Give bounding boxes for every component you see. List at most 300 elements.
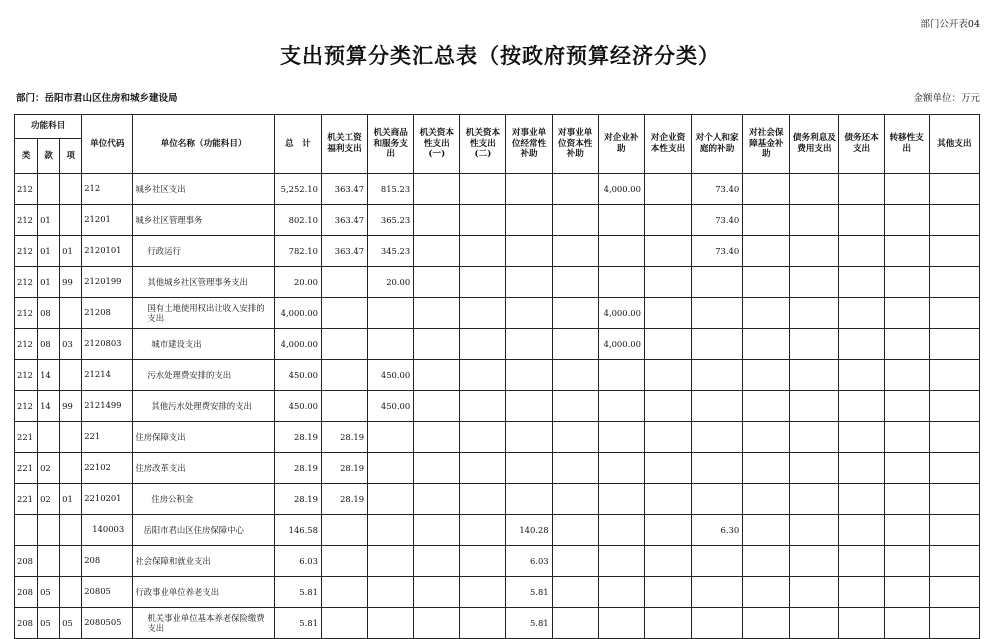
kuan-cell: 05 bbox=[38, 608, 60, 639]
unit-code-cell: 21214 bbox=[82, 360, 133, 391]
department-label: 部门：岳阳市君山区住房和城乡建设局 bbox=[16, 93, 178, 104]
amount-cell bbox=[839, 484, 884, 515]
amount-cell: 363.47 bbox=[321, 236, 367, 267]
amount-cell bbox=[884, 174, 929, 205]
amount-cell bbox=[460, 546, 506, 577]
amount-cell bbox=[743, 453, 790, 484]
unit-name-cell: 住房改革支出 bbox=[133, 453, 274, 484]
lei-cell: 212 bbox=[15, 391, 38, 422]
amount-cell bbox=[884, 484, 929, 515]
amount-cell: 4,000.00 bbox=[598, 329, 644, 360]
column-header: 对事业单位经常性补助 bbox=[506, 115, 552, 174]
column-header: 机关工资福利支出 bbox=[321, 115, 367, 174]
amount-cell bbox=[743, 608, 790, 639]
amount-cell bbox=[506, 391, 552, 422]
amount-cell bbox=[368, 298, 414, 329]
amount-cell: 140.28 bbox=[506, 515, 552, 546]
amount-cell bbox=[839, 329, 884, 360]
amount-cell bbox=[644, 298, 691, 329]
column-header: 对事业单位资本性补助 bbox=[552, 115, 598, 174]
amount-cell bbox=[692, 267, 743, 298]
column-header: 总 计 bbox=[274, 115, 321, 174]
unit-name-cell: 污水处理费安排的支出 bbox=[133, 360, 274, 391]
amount-cell: 146.58 bbox=[274, 515, 321, 546]
xiang-cell: 01 bbox=[60, 484, 82, 515]
amount-cell bbox=[506, 298, 552, 329]
amount-cell bbox=[414, 577, 460, 608]
xiang-cell bbox=[60, 205, 82, 236]
amount-cell: 6.03 bbox=[274, 546, 321, 577]
amount-cell bbox=[506, 205, 552, 236]
amount-cell bbox=[368, 515, 414, 546]
amount-cell bbox=[644, 236, 691, 267]
table-row bbox=[15, 577, 980, 608]
table-row bbox=[15, 391, 980, 422]
amount-cell bbox=[321, 577, 367, 608]
unit-name-cell: 城乡社区支出 bbox=[133, 174, 274, 205]
amount-cell bbox=[790, 236, 839, 267]
amount-cell bbox=[929, 174, 979, 205]
amount-cell: 6.30 bbox=[692, 515, 743, 546]
amount-cell bbox=[839, 608, 884, 639]
amount-cell bbox=[552, 236, 598, 267]
amount-cell bbox=[506, 484, 552, 515]
xiang-cell: 03 bbox=[60, 329, 82, 360]
amount-cell bbox=[598, 236, 644, 267]
amount-cell bbox=[644, 360, 691, 391]
amount-cell bbox=[790, 205, 839, 236]
amount-cell bbox=[460, 422, 506, 453]
amount-cell bbox=[598, 546, 644, 577]
amount-cell bbox=[414, 329, 460, 360]
xiang-cell: 99 bbox=[60, 391, 82, 422]
lei-cell: 212 bbox=[15, 298, 38, 329]
amount-cell bbox=[839, 205, 884, 236]
amount-cell bbox=[368, 484, 414, 515]
table-body bbox=[15, 174, 980, 639]
amount-cell bbox=[839, 515, 884, 546]
amount-cell bbox=[790, 422, 839, 453]
amount-cell bbox=[790, 298, 839, 329]
amount-cell bbox=[839, 546, 884, 577]
amount-cell bbox=[884, 205, 929, 236]
amount-cell bbox=[884, 391, 929, 422]
amount-cell bbox=[743, 515, 790, 546]
kuan-header: 款 bbox=[38, 139, 60, 174]
amount-cell bbox=[506, 236, 552, 267]
amount-cell bbox=[552, 484, 598, 515]
table-row bbox=[15, 267, 980, 298]
amount-cell bbox=[692, 329, 743, 360]
amount-cell: 4,000.00 bbox=[598, 174, 644, 205]
amount-cell bbox=[414, 515, 460, 546]
table-row bbox=[15, 422, 980, 453]
amount-cell bbox=[884, 577, 929, 608]
amount-cell bbox=[552, 174, 598, 205]
column-header: 对企业补助 bbox=[598, 115, 644, 174]
xiang-cell: 01 bbox=[60, 236, 82, 267]
amount-cell bbox=[368, 546, 414, 577]
unit-name-cell: 机关事业单位基本养老保险缴费支出 bbox=[133, 608, 274, 639]
amount-cell bbox=[790, 329, 839, 360]
column-header: 对社会保障基金补助 bbox=[743, 115, 790, 174]
amount-cell bbox=[743, 329, 790, 360]
amount-cell bbox=[368, 422, 414, 453]
amount-cell: 450.00 bbox=[274, 391, 321, 422]
amount-cell bbox=[644, 391, 691, 422]
xiang-cell: 99 bbox=[60, 267, 82, 298]
amount-cell bbox=[460, 298, 506, 329]
amount-cell bbox=[552, 546, 598, 577]
table-row bbox=[15, 329, 980, 360]
amount-cell bbox=[743, 360, 790, 391]
unit-code-cell: 2120101 bbox=[82, 236, 133, 267]
kuan-cell: 08 bbox=[38, 329, 60, 360]
amount-cell bbox=[598, 267, 644, 298]
kuan-cell: 02 bbox=[38, 453, 60, 484]
amount-cell bbox=[552, 515, 598, 546]
amount-cell bbox=[644, 515, 691, 546]
table-row bbox=[15, 515, 980, 546]
amount-cell bbox=[692, 298, 743, 329]
unit-code-cell: 140003 bbox=[82, 515, 133, 546]
amount-cell bbox=[884, 453, 929, 484]
amount-cell bbox=[839, 391, 884, 422]
amount-cell bbox=[460, 174, 506, 205]
unit-name-cell: 其他污水处理费安排的支出 bbox=[133, 391, 274, 422]
amount-cell bbox=[552, 267, 598, 298]
amount-cell bbox=[929, 546, 979, 577]
amount-cell bbox=[414, 453, 460, 484]
amount-cell: 5.81 bbox=[506, 608, 552, 639]
amount-cell bbox=[598, 515, 644, 546]
amount-cell bbox=[790, 608, 839, 639]
lei-cell: 221 bbox=[15, 484, 38, 515]
amount-cell: 5.81 bbox=[274, 608, 321, 639]
form-number: 部门公开表04 bbox=[920, 19, 980, 30]
amount-cell: 5.81 bbox=[506, 577, 552, 608]
kuan-cell bbox=[38, 515, 60, 546]
amount-cell bbox=[929, 453, 979, 484]
table-row bbox=[15, 236, 980, 267]
amount-cell bbox=[321, 329, 367, 360]
amount-cell bbox=[692, 484, 743, 515]
xiang-cell bbox=[60, 515, 82, 546]
xiang-cell bbox=[60, 546, 82, 577]
amount-cell bbox=[929, 298, 979, 329]
amount-cell: 28.19 bbox=[274, 422, 321, 453]
unit-code-cell: 212 bbox=[82, 174, 133, 205]
amount-cell bbox=[884, 236, 929, 267]
amount-cell: 4,000.00 bbox=[274, 298, 321, 329]
kuan-cell bbox=[38, 422, 60, 453]
amount-cell bbox=[929, 577, 979, 608]
kuan-cell: 01 bbox=[38, 236, 60, 267]
unit-code-cell: 2080505 bbox=[82, 608, 133, 639]
amount-cell: 363.47 bbox=[321, 205, 367, 236]
amount-cell bbox=[552, 577, 598, 608]
amount-cell bbox=[743, 267, 790, 298]
amount-cell bbox=[368, 453, 414, 484]
amount-cell bbox=[414, 546, 460, 577]
amount-cell: 345.23 bbox=[368, 236, 414, 267]
function-subject-header: 功能科目 bbox=[15, 115, 82, 139]
column-header: 单位名称（功能科目） bbox=[133, 115, 274, 174]
amount-cell bbox=[598, 577, 644, 608]
amount-cell bbox=[552, 453, 598, 484]
lei-header: 类 bbox=[15, 139, 38, 174]
unit-code-cell: 21208 bbox=[82, 298, 133, 329]
amount-cell: 28.19 bbox=[274, 453, 321, 484]
amount-cell bbox=[884, 515, 929, 546]
unit-name-cell: 国有土地使用权出让收入安排的支出 bbox=[133, 298, 274, 329]
unit-name-cell: 行政运行 bbox=[133, 236, 274, 267]
amount-cell bbox=[790, 515, 839, 546]
amount-cell: 73.40 bbox=[692, 205, 743, 236]
amount-cell bbox=[929, 360, 979, 391]
column-header: 机关资本性支出(二) bbox=[460, 115, 506, 174]
unit-code-cell: 221 bbox=[82, 422, 133, 453]
amount-cell bbox=[506, 422, 552, 453]
amount-cell bbox=[460, 577, 506, 608]
amount-cell bbox=[598, 453, 644, 484]
xiang-cell: 05 bbox=[60, 608, 82, 639]
amount-cell bbox=[552, 205, 598, 236]
amount-cell: 73.40 bbox=[692, 174, 743, 205]
amount-cell bbox=[644, 205, 691, 236]
unit-name-cell: 行政事业单位养老支出 bbox=[133, 577, 274, 608]
unit-name-cell: 城乡社区管理事务 bbox=[133, 205, 274, 236]
amount-cell bbox=[414, 205, 460, 236]
table-row bbox=[15, 298, 980, 329]
amount-cell: 28.19 bbox=[321, 453, 367, 484]
amount-cell bbox=[506, 174, 552, 205]
amount-cell bbox=[321, 546, 367, 577]
amount-cell bbox=[506, 267, 552, 298]
amount-cell bbox=[884, 298, 929, 329]
amount-cell bbox=[692, 577, 743, 608]
amount-cell bbox=[929, 484, 979, 515]
amount-cell bbox=[460, 608, 506, 639]
amount-cell bbox=[839, 360, 884, 391]
amount-cell bbox=[506, 329, 552, 360]
amount-cell bbox=[321, 608, 367, 639]
amount-cell bbox=[460, 360, 506, 391]
kuan-cell bbox=[38, 174, 60, 205]
kuan-cell: 08 bbox=[38, 298, 60, 329]
amount-cell bbox=[460, 391, 506, 422]
amount-cell: 20.00 bbox=[368, 267, 414, 298]
amount-cell bbox=[929, 236, 979, 267]
amount-cell bbox=[929, 515, 979, 546]
column-header: 债务还本支出 bbox=[839, 115, 884, 174]
amount-cell: 4,000.00 bbox=[274, 329, 321, 360]
xiang-cell bbox=[60, 360, 82, 391]
amount-cell bbox=[692, 453, 743, 484]
unit-name-cell: 岳阳市君山区住房保障中心 bbox=[133, 515, 274, 546]
unit-code-cell: 2210201 bbox=[82, 484, 133, 515]
amount-cell: 365.23 bbox=[368, 205, 414, 236]
table-row bbox=[15, 205, 980, 236]
lei-cell: 221 bbox=[15, 453, 38, 484]
amount-cell bbox=[692, 391, 743, 422]
table-row bbox=[15, 608, 980, 639]
lei-cell bbox=[15, 515, 38, 546]
kuan-cell: 01 bbox=[38, 267, 60, 298]
amount-cell bbox=[743, 577, 790, 608]
kuan-cell: 02 bbox=[38, 484, 60, 515]
amount-cell bbox=[644, 608, 691, 639]
amount-cell bbox=[929, 422, 979, 453]
amount-cell bbox=[839, 577, 884, 608]
amount-cell bbox=[598, 422, 644, 453]
amount-cell bbox=[460, 484, 506, 515]
unit-code-cell: 2120803 bbox=[82, 329, 133, 360]
amount-cell bbox=[321, 360, 367, 391]
unit-name-cell: 住房保障支出 bbox=[133, 422, 274, 453]
amount-cell bbox=[460, 329, 506, 360]
amount-cell bbox=[598, 484, 644, 515]
amount-cell bbox=[743, 422, 790, 453]
amount-cell bbox=[929, 267, 979, 298]
amount-cell bbox=[929, 329, 979, 360]
amount-cell: 363.47 bbox=[321, 174, 367, 205]
table-row bbox=[15, 484, 980, 515]
amount-cell bbox=[460, 453, 506, 484]
amount-cell bbox=[552, 329, 598, 360]
xiang-cell bbox=[60, 577, 82, 608]
amount-cell: 815.23 bbox=[368, 174, 414, 205]
xiang-cell bbox=[60, 453, 82, 484]
amount-cell bbox=[414, 360, 460, 391]
amount-cell: 450.00 bbox=[274, 360, 321, 391]
xiang-cell bbox=[60, 298, 82, 329]
column-header: 转移性支出 bbox=[884, 115, 929, 174]
amount-cell bbox=[839, 298, 884, 329]
amount-cell bbox=[839, 236, 884, 267]
lei-cell: 221 bbox=[15, 422, 38, 453]
amount-cell bbox=[644, 546, 691, 577]
amount-cell bbox=[368, 329, 414, 360]
amount-cell bbox=[460, 267, 506, 298]
table-row bbox=[15, 360, 980, 391]
amount-cell bbox=[743, 546, 790, 577]
amount-cell bbox=[598, 608, 644, 639]
amount-cell bbox=[692, 608, 743, 639]
page-title: 支出预算分类汇总表（按政府预算经济分类） bbox=[280, 43, 720, 68]
unit-name-cell: 其他城乡社区管理事务支出 bbox=[133, 267, 274, 298]
lei-cell: 212 bbox=[15, 236, 38, 267]
xiang-header: 项 bbox=[60, 139, 82, 174]
column-header: 其他支出 bbox=[929, 115, 979, 174]
amount-cell bbox=[414, 236, 460, 267]
amount-cell bbox=[929, 205, 979, 236]
amount-cell bbox=[884, 360, 929, 391]
amount-cell bbox=[743, 174, 790, 205]
unit-code-cell: 208 bbox=[82, 546, 133, 577]
unit-code-cell: 22102 bbox=[82, 453, 133, 484]
amount-cell bbox=[414, 422, 460, 453]
amount-cell bbox=[460, 205, 506, 236]
amount-cell bbox=[790, 360, 839, 391]
amount-cell: 450.00 bbox=[368, 391, 414, 422]
amount-cell bbox=[929, 391, 979, 422]
amount-cell: 28.19 bbox=[321, 484, 367, 515]
unit-name-cell: 社会保障和就业支出 bbox=[133, 546, 274, 577]
amount-cell bbox=[552, 422, 598, 453]
amount-cell bbox=[321, 267, 367, 298]
amount-cell bbox=[884, 267, 929, 298]
amount-cell bbox=[790, 391, 839, 422]
amount-cell: 802.10 bbox=[274, 205, 321, 236]
amount-cell bbox=[790, 577, 839, 608]
amount-cell bbox=[460, 236, 506, 267]
amount-cell bbox=[506, 453, 552, 484]
table-row bbox=[15, 546, 980, 577]
amount-cell bbox=[743, 236, 790, 267]
amount-cell bbox=[644, 577, 691, 608]
column-header: 单位代码 bbox=[82, 115, 133, 174]
amount-cell bbox=[321, 298, 367, 329]
amount-cell bbox=[414, 484, 460, 515]
column-header: 对企业资本性支出 bbox=[644, 115, 691, 174]
amount-cell bbox=[414, 267, 460, 298]
xiang-cell bbox=[60, 174, 82, 205]
kuan-cell: 05 bbox=[38, 577, 60, 608]
amount-cell bbox=[884, 546, 929, 577]
xiang-cell bbox=[60, 422, 82, 453]
amount-cell bbox=[368, 577, 414, 608]
amount-unit-label: 金额单位：万元 bbox=[913, 93, 980, 104]
unit-code-cell: 2121499 bbox=[82, 391, 133, 422]
unit-code-cell: 2120199 bbox=[82, 267, 133, 298]
amount-cell bbox=[692, 546, 743, 577]
column-header: 债务利息及费用支出 bbox=[790, 115, 839, 174]
amount-cell bbox=[414, 608, 460, 639]
amount-cell bbox=[552, 298, 598, 329]
amount-cell bbox=[644, 267, 691, 298]
amount-cell bbox=[598, 205, 644, 236]
amount-cell: 4,000.00 bbox=[598, 298, 644, 329]
amount-cell: 6.03 bbox=[506, 546, 552, 577]
amount-cell bbox=[692, 360, 743, 391]
lei-cell: 208 bbox=[15, 546, 38, 577]
amount-cell bbox=[414, 298, 460, 329]
column-header: 机关资本性支出(一) bbox=[414, 115, 460, 174]
amount-cell bbox=[598, 360, 644, 391]
amount-cell bbox=[743, 298, 790, 329]
amount-cell bbox=[321, 515, 367, 546]
unit-name-cell: 住房公积金 bbox=[133, 484, 274, 515]
amount-cell: 5,252.10 bbox=[274, 174, 321, 205]
amount-cell bbox=[644, 329, 691, 360]
unit-name-cell: 城市建设支出 bbox=[133, 329, 274, 360]
amount-cell bbox=[839, 174, 884, 205]
amount-cell bbox=[743, 484, 790, 515]
lei-cell: 208 bbox=[15, 577, 38, 608]
amount-cell bbox=[790, 453, 839, 484]
column-header: 对个人和家庭的补助 bbox=[692, 115, 743, 174]
amount-cell: 73.40 bbox=[692, 236, 743, 267]
amount-cell bbox=[790, 267, 839, 298]
kuan-cell: 14 bbox=[38, 391, 60, 422]
unit-code-cell: 20805 bbox=[82, 577, 133, 608]
amount-cell bbox=[743, 205, 790, 236]
amount-cell bbox=[414, 174, 460, 205]
amount-cell: 450.00 bbox=[368, 360, 414, 391]
amount-cell bbox=[414, 391, 460, 422]
amount-cell: 28.19 bbox=[274, 484, 321, 515]
